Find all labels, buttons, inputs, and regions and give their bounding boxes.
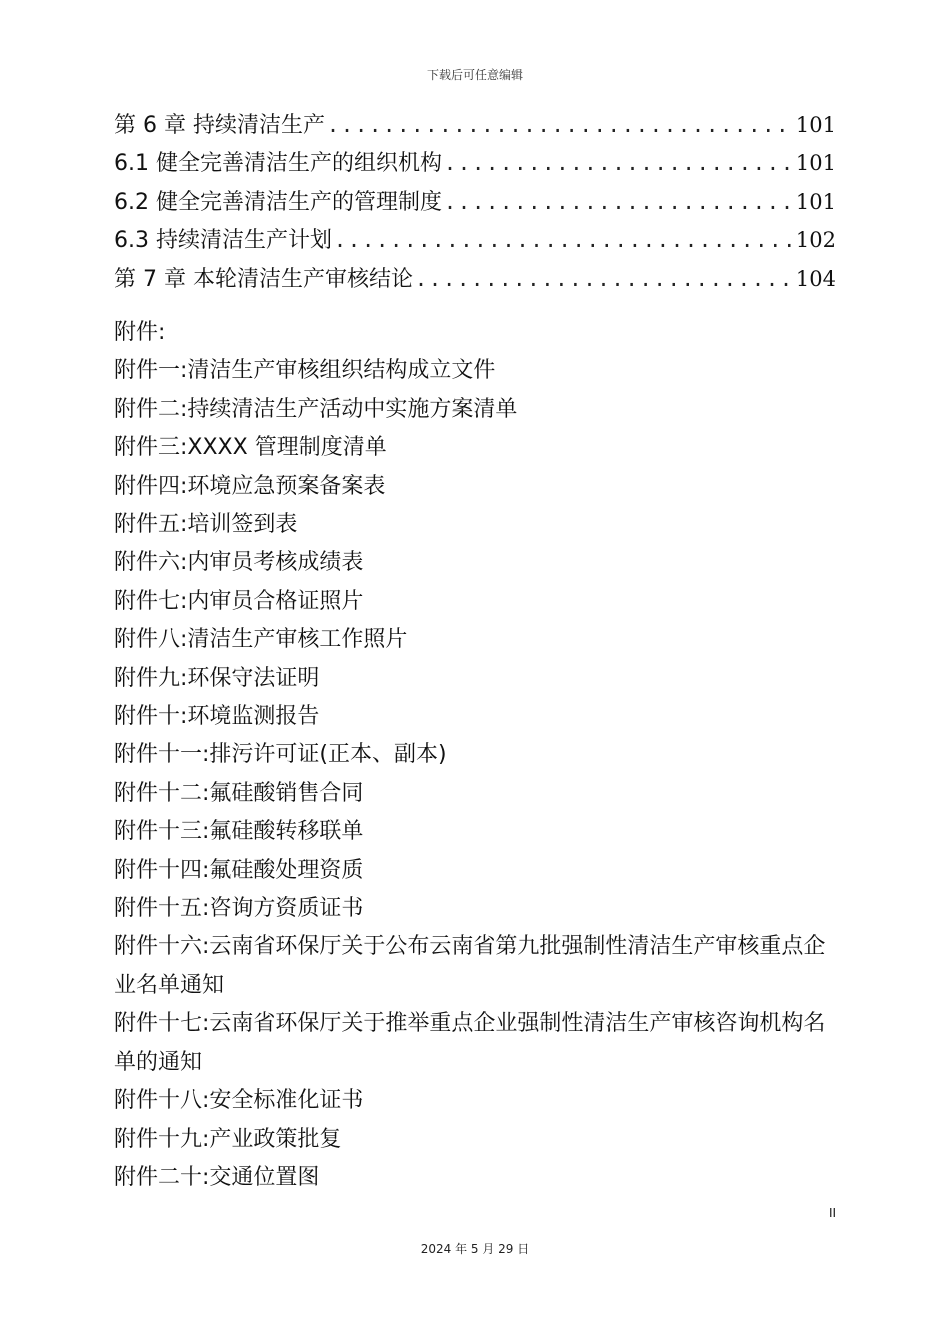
- attachments-list: [114, 314, 838, 1197]
- attachment-item: 附件三:XXXX 管理制度清单: [114, 435, 387, 461]
- attachment-item: 附件二:持续清洁生产活动中实施方案清单: [114, 396, 518, 422]
- toc-entry[interactable]: [114, 221, 836, 259]
- table-of-contents: [114, 106, 836, 298]
- attachment-item: 附件八:清洁生产审核工作照片: [114, 627, 408, 653]
- attachments-heading: 附件:: [114, 320, 166, 345]
- attachment-item: 附件二十:交通位置图: [114, 1164, 320, 1190]
- attachment-item: 附件六:内审员考核成绩表: [114, 550, 364, 576]
- attachment-item: 附件十八:安全标准化证书: [114, 1088, 364, 1114]
- toc-entry[interactable]: [114, 183, 836, 221]
- attachment-item: 附件十:环境监测报告: [114, 704, 320, 730]
- toc-entry-label: 6.2 健全完善清洁生产的管理制度: [114, 189, 442, 215]
- toc-leader-dots: [415, 260, 792, 298]
- attachment-item: 附件十一:排污许可证(正本、副本): [114, 742, 447, 768]
- page-number: II: [829, 1206, 837, 1220]
- toc-entry-page: 101: [795, 151, 836, 176]
- toc-entry[interactable]: [114, 106, 836, 144]
- toc-entry-page: 104: [795, 266, 836, 291]
- toc-leader-dots: [444, 144, 792, 182]
- attachment-item: 附件十九:产业政策批复: [114, 1126, 342, 1152]
- attachment-item: 附件七:内审员合格证照片: [114, 588, 364, 614]
- toc-entry-label: 第 7 章 本轮清洁生产审核结论: [114, 266, 413, 292]
- attachment-item: 附件十七:云南省环保厅关于推举重点企业强制性清洁生产审核咨询机构名单的通知: [114, 1011, 826, 1075]
- page-header-note: 下载后可任意编辑: [426, 68, 523, 82]
- toc-leader-dots: [327, 106, 792, 144]
- toc-entry-label: 第 6 章 持续清洁生产: [114, 113, 325, 138]
- toc-entry[interactable]: [114, 260, 836, 298]
- attachment-item: 附件十三:氟硅酸转移联单: [114, 819, 364, 845]
- toc-entry-label: 6.3 持续清洁生产计划: [114, 228, 332, 254]
- footer-date: 2024 年 5 月 29 日: [420, 1242, 530, 1256]
- toc-entry-page: 101: [795, 113, 836, 137]
- toc-entry-label: 6.1 健全完善清洁生产的组织机构: [114, 151, 442, 177]
- attachment-item: 附件十四:氟硅酸处理资质: [114, 857, 364, 883]
- attachment-item: 附件十二:氟硅酸销售合同: [114, 780, 364, 806]
- attachment-item: 附件五:培训签到表: [114, 512, 298, 538]
- toc-entry-page: 102: [795, 228, 836, 253]
- toc-leader-dots: [334, 221, 792, 259]
- attachment-item: 附件十五:咨询方资质证书: [114, 896, 364, 922]
- toc-entry-page: 101: [795, 189, 836, 214]
- toc-leader-dots: [444, 183, 792, 221]
- attachment-item: 附件十六:云南省环保厅关于公布云南省第九批强制性清洁生产审核重点企业名单通知: [114, 934, 826, 998]
- toc-entry[interactable]: [114, 144, 836, 182]
- attachment-item: 附件四:环境应急预案备案表: [114, 473, 386, 499]
- attachment-item: 附件九:环保守法证明: [114, 665, 320, 691]
- attachment-item: 附件一:清洁生产审核组织结构成立文件: [114, 358, 496, 384]
